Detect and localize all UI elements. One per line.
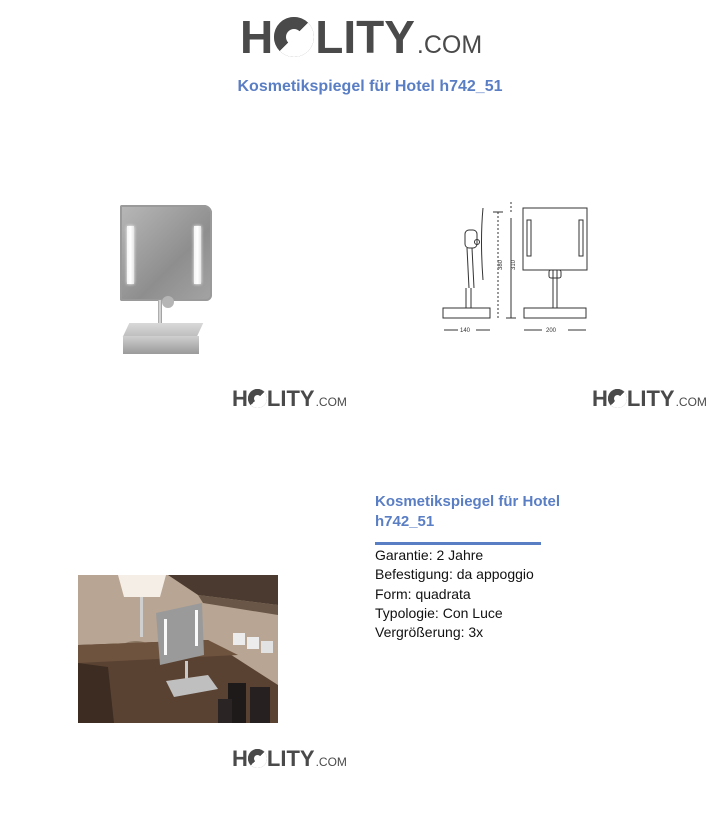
front-base — [524, 308, 586, 318]
logo-o-icon — [248, 389, 267, 408]
logo-tld: .COM — [315, 755, 347, 769]
watermark-logo-1 — [232, 386, 347, 412]
side-pole-right — [472, 248, 474, 288]
spec-item-magnification: Vergrößerung: 3x — [375, 624, 484, 641]
logo-text-rest: LITY — [626, 386, 675, 411]
mirror-base-front — [123, 336, 199, 354]
logo-text-prefix: H — [232, 386, 248, 411]
watermark-logo-3 — [232, 746, 347, 772]
brand-logo[interactable] — [240, 10, 482, 64]
dim-width: 200 — [546, 328, 557, 334]
side-pole-left — [467, 248, 469, 288]
logo-text-prefix: H — [240, 11, 274, 63]
logo-o-icon — [274, 17, 314, 57]
dim-height-outer: 380 — [498, 259, 504, 270]
front-strip-right — [579, 220, 583, 256]
logo-o-icon — [608, 389, 627, 408]
page-title: Kosmetikspiegel für Hotel h742_51 — [237, 78, 503, 95]
dim-depth: 140 — [460, 328, 471, 334]
mirror-glass — [120, 205, 212, 301]
side-mirror-profile — [482, 208, 484, 280]
logo-text-prefix: H — [232, 746, 248, 771]
spec-item-shape: Form: quadrata — [375, 585, 471, 602]
logo-tld: .COM — [315, 395, 347, 409]
light-strip-left — [127, 226, 134, 284]
front-mirror — [523, 208, 587, 270]
spec-list — [375, 546, 534, 642]
dim-height-inner: 310 — [511, 259, 517, 270]
side-base — [443, 308, 490, 318]
room-scene — [78, 575, 278, 723]
spec-item-guarantee: Garantie: 2 Jahre — [375, 547, 484, 563]
description-title: Kosmetikspiegel für Hotel h742_51 — [375, 493, 561, 530]
side-joint — [465, 230, 477, 248]
logo-tld: .COM — [416, 31, 483, 59]
product-image-room — [78, 575, 278, 723]
logo-o-icon — [248, 749, 267, 768]
logo-tld: .COM — [675, 395, 707, 409]
light-strip-right — [194, 226, 201, 284]
spec-item-type: Typologie: Con Luce — [375, 604, 503, 621]
watermark-logo-2 — [592, 386, 707, 412]
mirror-joint — [162, 296, 174, 308]
logo-text-rest: LITY — [266, 746, 315, 771]
logo-text-rest: LITY — [266, 386, 315, 411]
logo-text-rest: LITY — [315, 11, 415, 63]
technical-drawing — [438, 200, 598, 340]
description-divider — [375, 542, 541, 545]
mirror-base-top — [123, 323, 204, 337]
front-strip-left — [527, 220, 531, 256]
spec-item-mounting: Befestigung: da appoggio — [375, 566, 534, 583]
logo-text-prefix: H — [592, 386, 608, 411]
